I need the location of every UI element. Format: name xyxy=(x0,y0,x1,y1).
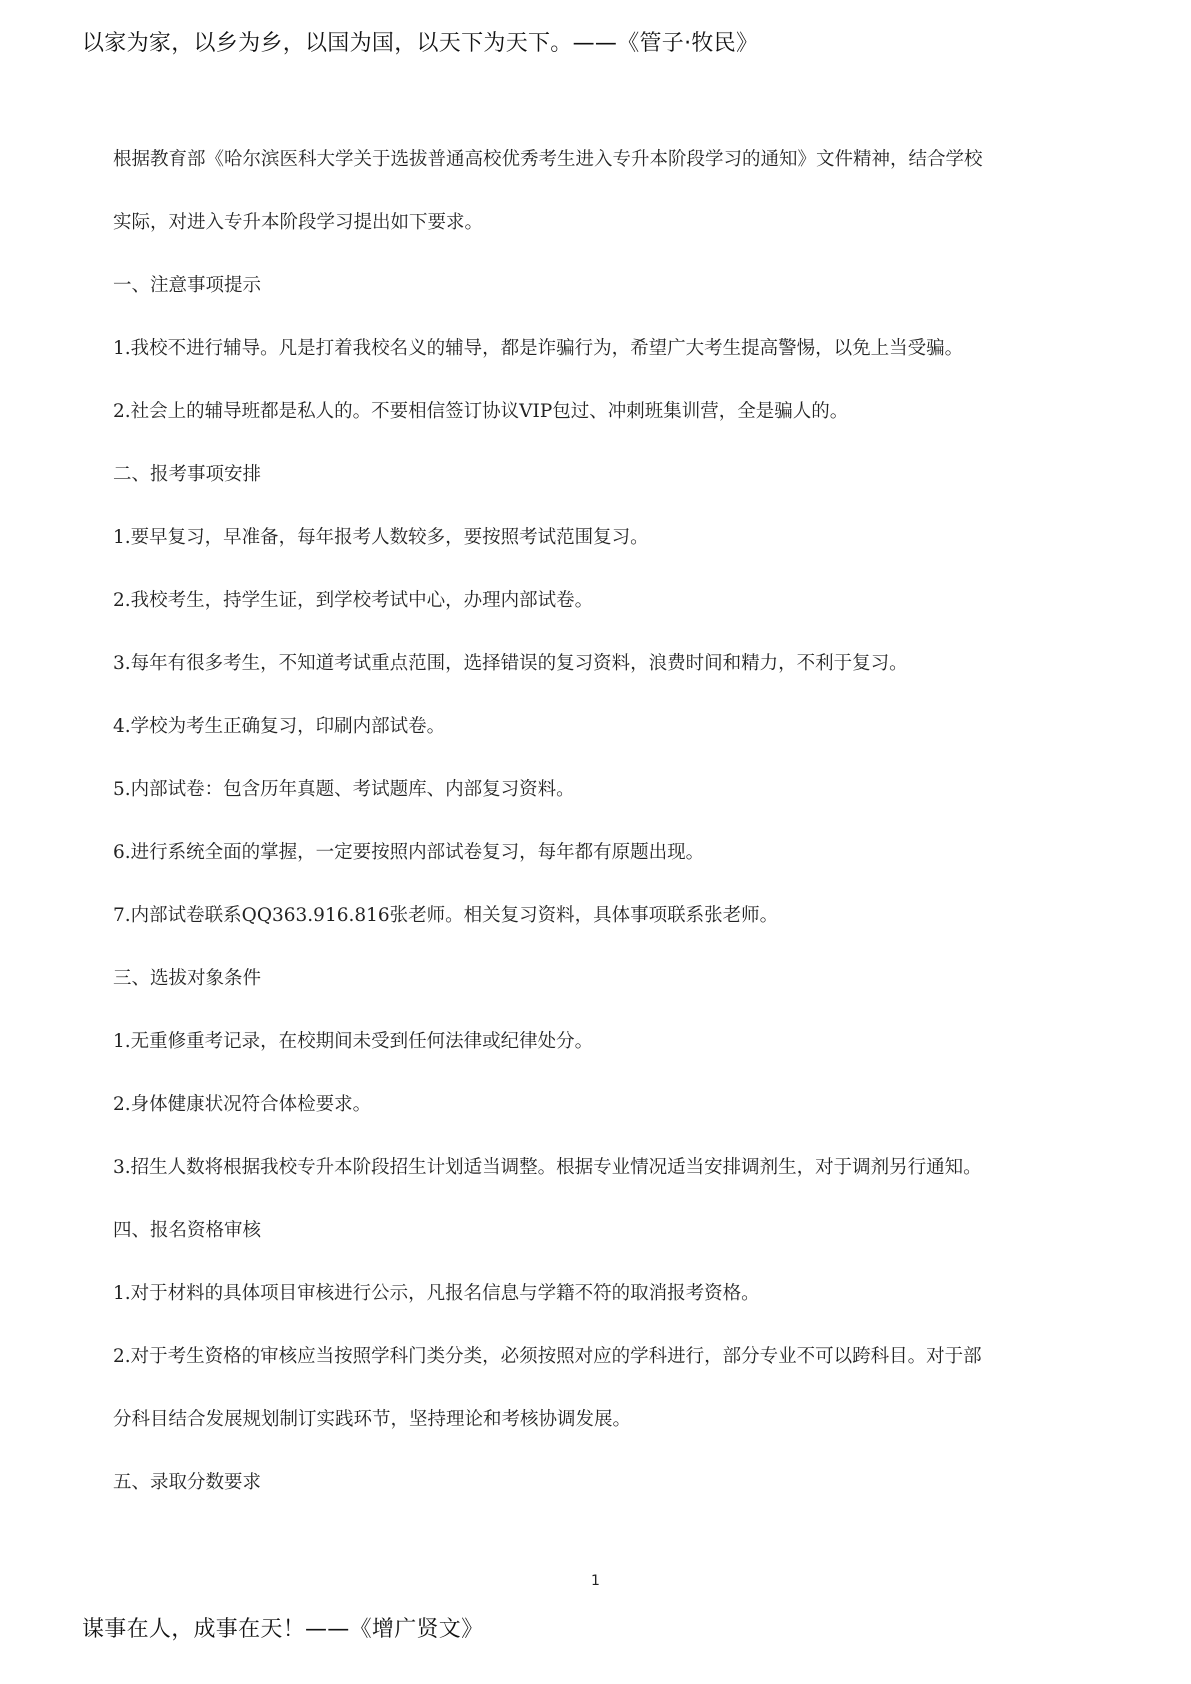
body-line: 2.我校考生，持学生证，到学校考试中心，办理内部试卷。 xyxy=(113,590,594,611)
body-line: 2.身体健康状况符合体检要求。 xyxy=(113,1094,372,1115)
body-line: 1.我校不进行辅导。凡是打着我校名义的辅导，都是诈骗行为，希望广大考生提高警惕，以免上当受骗。 xyxy=(113,338,964,359)
body-line: 分科目结合发展规划制订实践环节，坚持理论和考核协调发展。 xyxy=(113,1409,632,1430)
section-heading: 五、录取分数要求 xyxy=(113,1472,262,1493)
section-heading: 二、报考事项安排 xyxy=(113,464,262,485)
body-line: 3.每年有很多考生，不知道考试重点范围，选择错误的复习资料，浪费时间和精力，不利于复习。 xyxy=(113,653,908,674)
body-line: 4.学校为考生正确复习，印刷内部试卷。 xyxy=(113,716,446,737)
body-line: 1.无重修重考记录，在校期间未受到任何法律或纪律处分。 xyxy=(113,1031,594,1052)
body-line: 1.对于材料的具体项目审核进行公示，凡报名信息与学籍不符的取消报考资格。 xyxy=(113,1283,760,1304)
body-line: 实际，对进入专升本阶段学习提出如下要求。 xyxy=(113,212,484,233)
body-line: 3.招生人数将根据我校专升本阶段招生计划适当调整。根据专业情况适当安排调剂生，对于调剂另行通知。 xyxy=(113,1157,982,1178)
page-number: 1 xyxy=(591,1573,600,1589)
body-line: 7.内部试卷联系QQ363.916.816张老师。相关复习资料，具体事项联系张老师。 xyxy=(113,905,779,926)
section-heading: 四、报名资格审核 xyxy=(113,1220,262,1241)
document-body xyxy=(113,128,1113,1514)
body-line: 5.内部试卷：包含历年真题、考试题库、内部复习资料。 xyxy=(113,779,575,800)
section-heading: 三、选拔对象条件 xyxy=(113,968,262,989)
footer-quote: 谋事在人，成事在天！——《增广贤文》 xyxy=(82,1617,484,1642)
body-line: 6.进行系统全面的掌握，一定要按照内部试卷复习，每年都有原题出现。 xyxy=(113,842,705,863)
body-line: 2.对于考生资格的审核应当按照学科门类分类，必须按照对应的学科进行，部分专业不可以跨科目。对于部 xyxy=(113,1346,982,1367)
body-line: 根据教育部《哈尔滨医科大学关于选拔普通高校优秀考生进入专升本阶段学习的通知》文件精神，结合学校 xyxy=(113,149,983,170)
section-heading: 一、注意事项提示 xyxy=(113,275,262,296)
body-line: 1.要早复习，早准备，每年报考人数较多，要按照考试范围复习。 xyxy=(113,527,649,548)
header-quote: 以家为家，以乡为乡，以国为国，以天下为天下。——《管子·牧民》 xyxy=(82,31,759,56)
body-line: 2.社会上的辅导班都是私人的。不要相信签订协议VIP包过、冲刺班集训营，全是骗人的。 xyxy=(113,401,849,422)
